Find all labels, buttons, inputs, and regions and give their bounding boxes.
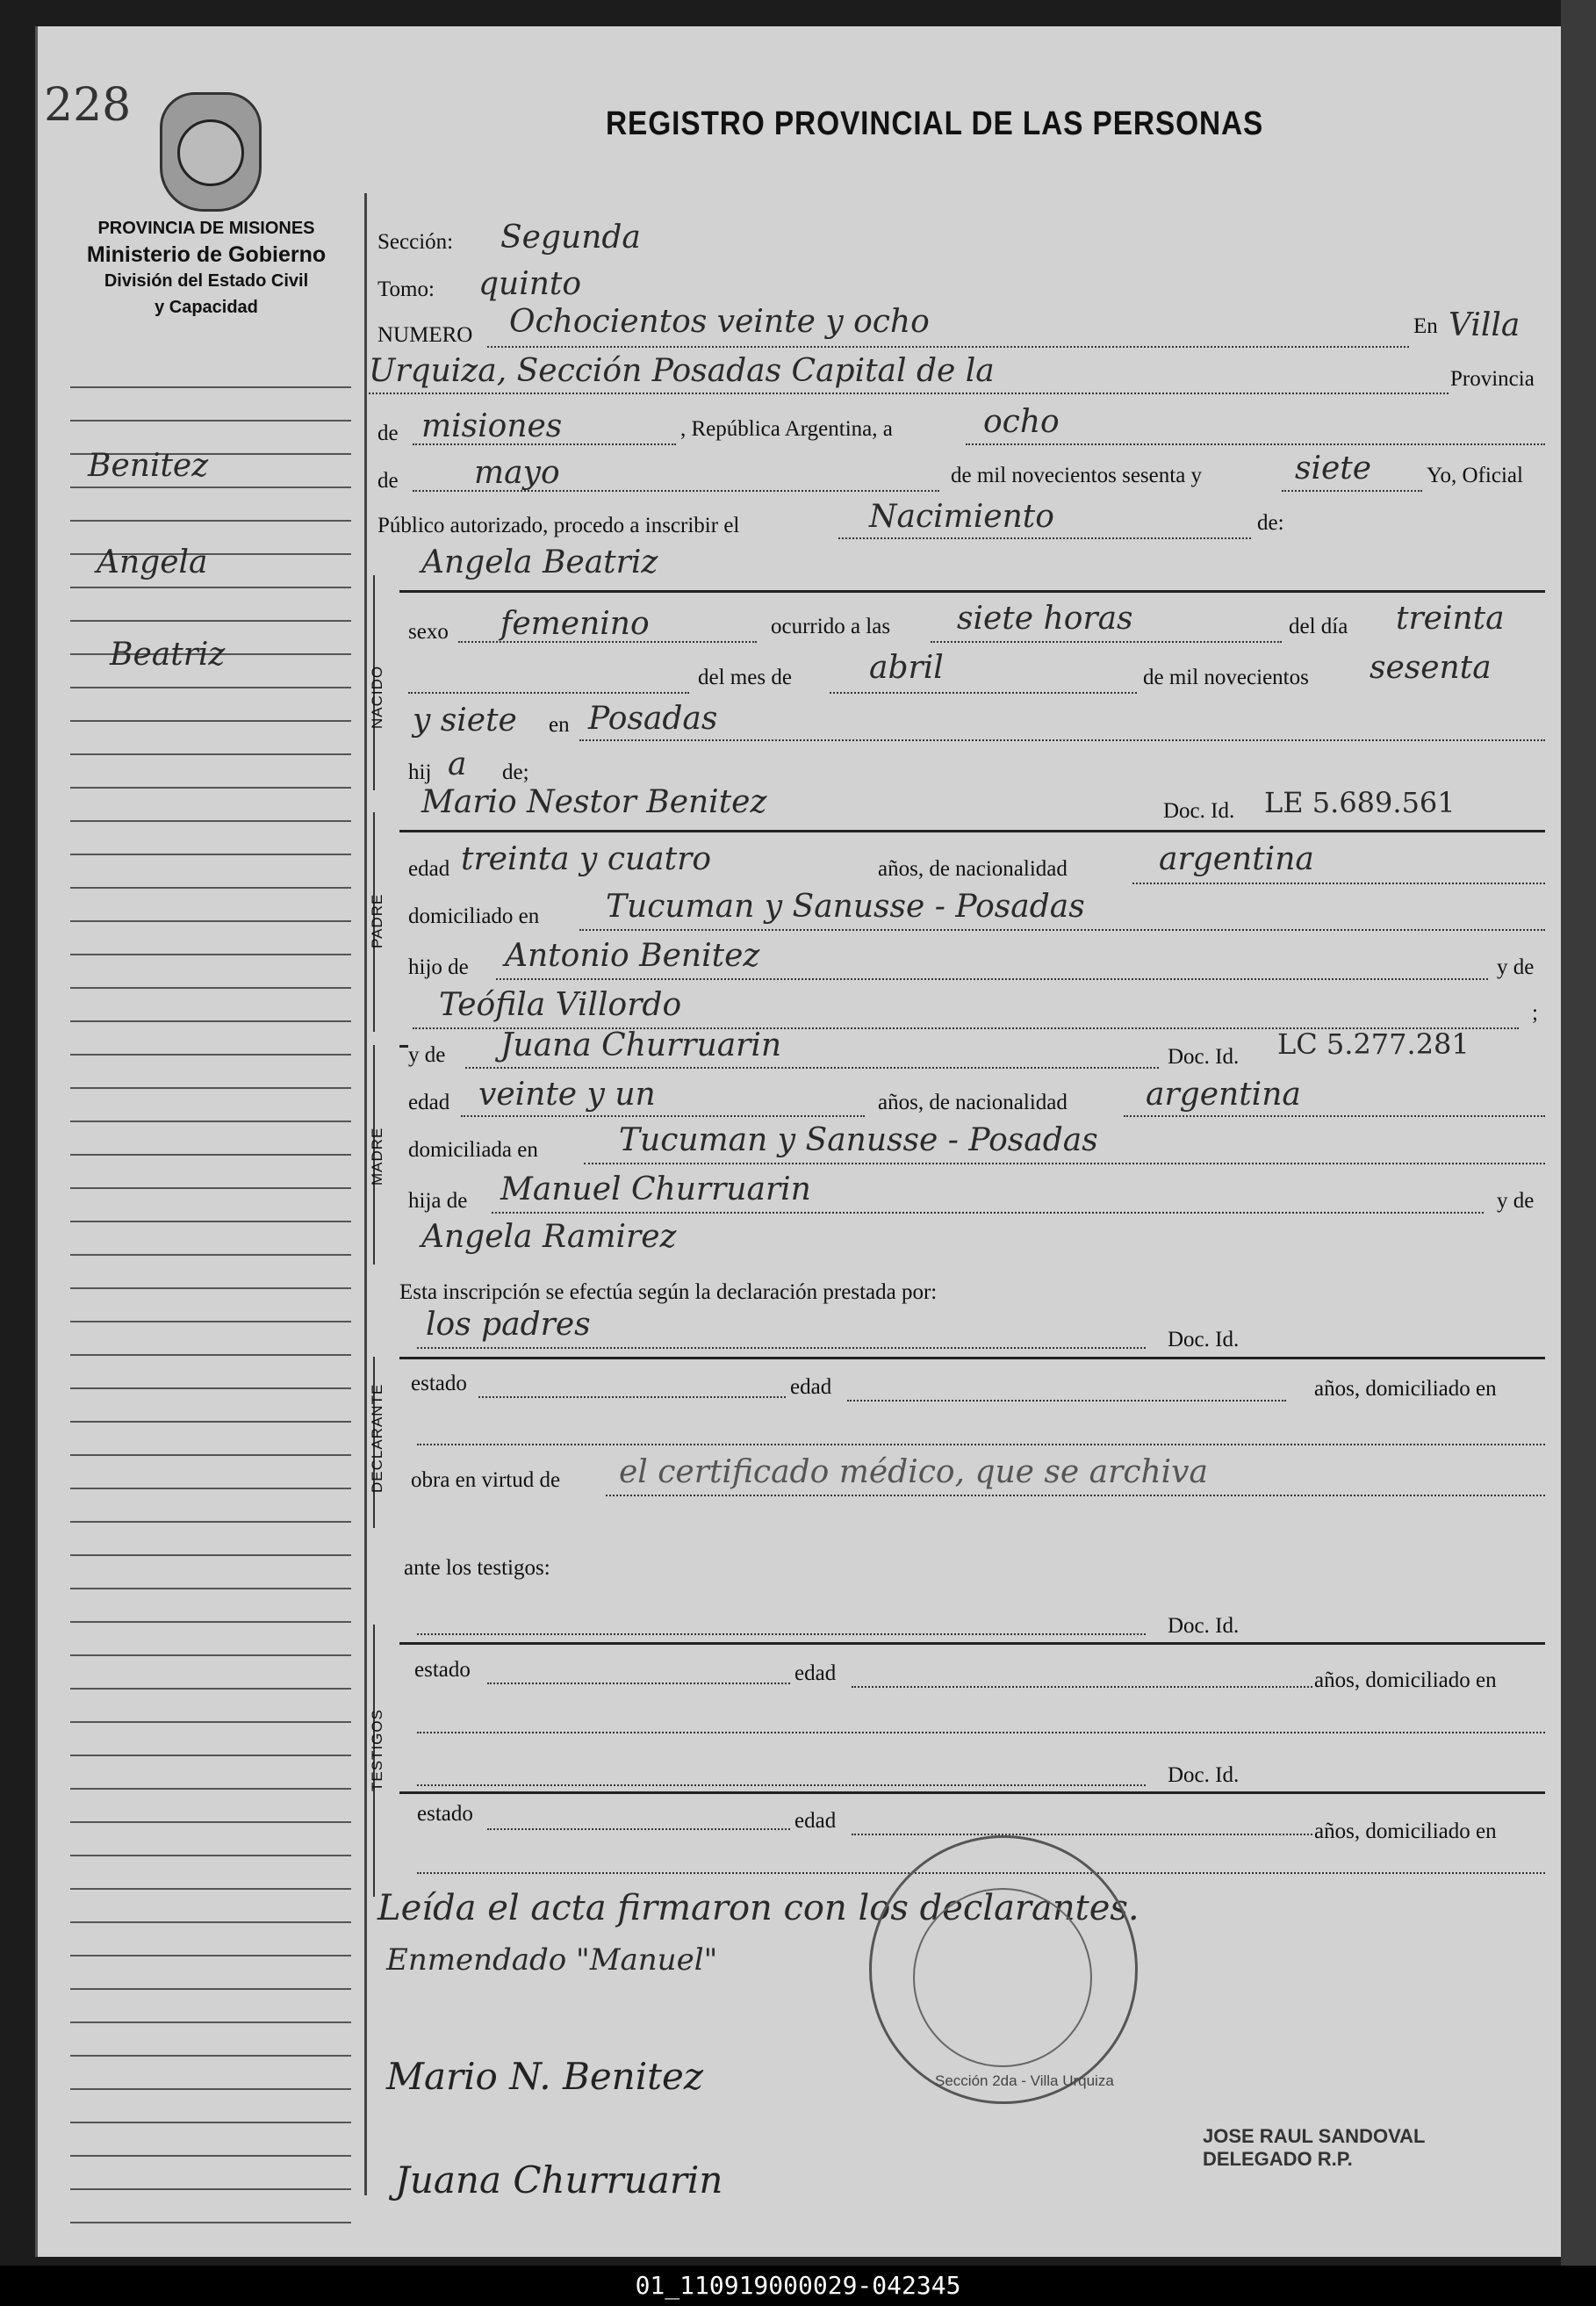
lugar-value: Urquiza, Sección Posadas Capital de la	[369, 353, 995, 389]
margin-rule-line	[70, 2055, 351, 2057]
margin-rule-line	[70, 386, 351, 388]
yo-oficial-label: Yo, Oficial	[1427, 464, 1523, 487]
lugar-nac-value: Posadas	[588, 701, 718, 737]
padre-edad-value: treinta y cuatro	[461, 841, 711, 877]
de-colon-label: de:	[1257, 511, 1284, 535]
hora-value: siete horas	[957, 601, 1133, 637]
margin-rule-line	[70, 486, 351, 488]
mil-nov-label: de mil novecientos	[1143, 666, 1309, 689]
madre-nac-label: años, de nacionalidad	[878, 1091, 1068, 1114]
margin-rule-line	[70, 1054, 351, 1056]
ministry-name: Ministerio de Gobierno	[86, 242, 327, 267]
margin-rule-line	[70, 1154, 351, 1156]
margin-rule-line	[70, 2188, 351, 2190]
madre-dom-label: domiciliada en	[408, 1138, 538, 1162]
padre-hijo-value: Antonio Benitez	[505, 938, 760, 974]
margin-rule-line	[70, 520, 351, 522]
madre-yde2-label: y de	[1497, 1189, 1535, 1213]
padre-doc-value: LE 5.689.561	[1264, 786, 1456, 819]
padre-side-label: PADRE	[369, 893, 385, 948]
ante-label: ante los testigos:	[404, 1556, 550, 1580]
esta-insc-label: Esta inscripción se efectúa según la declaración prestada por:	[399, 1280, 938, 1304]
margin-rule-line	[70, 1121, 351, 1122]
margin-rule-line	[70, 1788, 351, 1790]
nacido-side-label: NACIDO	[369, 665, 385, 729]
hij-label: hij	[408, 760, 432, 784]
padre-hijo-label: hijo de	[408, 955, 469, 979]
margin-rule-line	[70, 620, 351, 622]
testigos-side-label: TESTIGOS	[369, 1709, 385, 1791]
declarante-side-label: DECLARANTE	[369, 1383, 385, 1493]
margin-rule-line	[70, 954, 351, 955]
anio-value: siete	[1295, 450, 1372, 486]
test1-anos-label: años, domiciliado en	[1314, 1668, 1497, 1692]
page-edge	[1561, 0, 1596, 2266]
margin-rule-line	[70, 1821, 351, 1823]
obra-label: obra en virtud de	[411, 1468, 561, 1492]
madre-madre-value: Angela Ramirez	[421, 1219, 677, 1255]
officer-block	[1203, 2125, 1425, 2171]
margin-rule-line	[70, 1654, 351, 1656]
margin-rule-line	[70, 2021, 351, 2023]
republica-label: , República Argentina, a	[680, 417, 893, 441]
en-label: En	[1413, 314, 1438, 338]
margin-rule-line	[70, 1688, 351, 1690]
margin-rule-line	[70, 1454, 351, 1456]
del-mes-label: del mes de	[698, 666, 792, 689]
decl-edad-label: edad	[790, 1375, 832, 1399]
padre-nac-value: argentina	[1159, 841, 1314, 877]
numero-label: NUMERO	[377, 323, 473, 347]
margin-rule-line	[70, 1855, 351, 1856]
madre-nac-value: argentina	[1146, 1077, 1301, 1113]
test2-anos-label: años, domiciliado en	[1314, 1820, 1497, 1843]
test2-edad-label: edad	[794, 1809, 837, 1833]
provincia-label: Provincia	[1450, 367, 1535, 391]
tomo-label: Tomo:	[377, 277, 435, 301]
capacity-name: y Capacidad	[155, 298, 258, 317]
issuer-block	[53, 215, 360, 321]
registry-stamp-inner	[913, 1888, 1092, 2067]
madre-hija-value: Manuel Churruarin	[500, 1171, 811, 1207]
test1-doc-label: Doc. Id.	[1168, 1614, 1240, 1638]
madre-edad-label: edad	[408, 1091, 450, 1114]
anio-nac-value: sesenta	[1370, 650, 1492, 686]
margin-rule-line	[70, 1955, 351, 1956]
declarante-value: los padres	[426, 1307, 591, 1343]
madre-doc-label: Doc. Id.	[1168, 1045, 1240, 1069]
stamp-text: Sección 2da - Villa Urquiza	[935, 2072, 1114, 2089]
seccion-value: Segunda	[500, 220, 641, 256]
padre-dom-label: domiciliado en	[408, 904, 540, 928]
margin-rule-line	[70, 1621, 351, 1623]
margin-surname: Benitez	[88, 448, 209, 484]
madre-dom-value: Tucuman y Sanusse - Posadas	[619, 1122, 1098, 1158]
margin-rule-line	[70, 887, 351, 889]
madre-nombre: Juana Churruarin	[500, 1027, 782, 1063]
margin-rule-line	[70, 1221, 351, 1222]
margin-rule-line	[70, 987, 351, 989]
margin-rule-line	[70, 1321, 351, 1322]
padre-semicolon: ;	[1532, 1001, 1538, 1025]
margin-rule-line	[70, 1755, 351, 1756]
margin-rule-line	[70, 1988, 351, 1990]
madre-edad-value: veinte y un	[478, 1077, 656, 1113]
numero-value: Ochocientos veinte y ocho	[509, 304, 930, 340]
page-number: 228	[44, 79, 132, 132]
padre-nac-label: años, de nacionalidad	[878, 857, 1068, 881]
obra-value: el certificado médico, que se archiva	[619, 1454, 1208, 1490]
officer-role: DELEGADO R.P.	[1203, 2148, 1353, 2170]
father-signature: Mario N. Benitez	[386, 2055, 704, 2098]
nacido-nombre: Angela Beatriz	[421, 544, 658, 580]
margin-rule-line	[70, 1921, 351, 1923]
seccion-label: Sección:	[377, 230, 454, 254]
madre-doc-value: LC 5.277.281	[1277, 1027, 1470, 1061]
column-divider	[364, 193, 367, 2195]
decl-doc-label: Doc. Id.	[1168, 1328, 1240, 1351]
margin-rule-line	[70, 1721, 351, 1723]
margin-rule-line	[70, 1888, 351, 1890]
de-label: de	[377, 422, 399, 445]
dia-nac-value: treinta	[1396, 601, 1505, 637]
mes-nac-value: abril	[869, 650, 944, 686]
margin-rule-line	[70, 854, 351, 855]
margin-rule-line	[70, 2088, 351, 2090]
ocurrido-label: ocurrido a las	[771, 615, 891, 638]
margin-rule-line	[70, 1554, 351, 1556]
margin-rule-line	[70, 587, 351, 588]
province-name: PROVINCIA DE MISIONES	[97, 219, 315, 238]
page-title: REGISTRO PROVINCIAL DE LAS PERSONAS	[606, 105, 1264, 142]
margin-rule-line	[70, 1488, 351, 1489]
margin-rule-line	[70, 687, 351, 688]
test2-doc-label: Doc. Id.	[1168, 1763, 1240, 1787]
decl-anos-label: años, domiciliado en	[1314, 1377, 1497, 1401]
margin-rule-line	[70, 920, 351, 922]
mil-sesenta-label: de mil novecientos sesenta y	[951, 464, 1203, 487]
closing-note: Leída el acta firmaron con los declarantes.	[377, 1888, 1139, 1928]
padre-nombre: Mario Nestor Benitez	[421, 784, 767, 820]
padre-edad-label: edad	[408, 857, 450, 881]
mother-signature: Juana Churruarin	[395, 2158, 723, 2202]
padre-yde-label: y de	[1497, 955, 1535, 979]
margin-rule-line	[70, 787, 351, 789]
en-nac-label: en	[549, 713, 570, 737]
tomo-value: quinto	[478, 266, 582, 302]
margin-rule-line	[70, 820, 351, 822]
sexo-value: femenino	[500, 606, 650, 642]
province-seal-icon	[160, 92, 262, 212]
margin-rule-line	[70, 1354, 351, 1356]
margin-rule-line	[70, 1521, 351, 1523]
provincia-value: misiones	[421, 408, 563, 444]
margin-rule-line	[70, 1287, 351, 1289]
test1-estado-label: estado	[414, 1658, 471, 1682]
de-semi-label: de;	[502, 760, 529, 784]
test2-estado-label: estado	[417, 1802, 473, 1826]
margin-rule-line	[70, 720, 351, 722]
margin-rule-line	[70, 753, 351, 755]
dia-value: ocho	[983, 404, 1060, 440]
hij-suffix: a	[448, 746, 467, 782]
mes-value: mayo	[474, 455, 560, 491]
acto-value: Nacimiento	[869, 499, 1054, 535]
anio-nac-value2: y siete	[413, 703, 517, 739]
madre-yde-label: y de	[408, 1043, 446, 1067]
en-value: Villa	[1449, 307, 1521, 343]
padre-doc-label: Doc. Id.	[1163, 799, 1235, 823]
publico-label: Público autorizado, procedo a inscribir el	[377, 514, 740, 537]
test1-edad-label: edad	[794, 1661, 837, 1685]
margin-rule-line	[70, 420, 351, 422]
padre-madre-value: Teófila Villordo	[439, 987, 682, 1023]
padre-dom-value: Tucuman y Sanusse - Posadas	[606, 889, 1085, 925]
margin-rule-line	[70, 2222, 351, 2223]
margin-rule-line	[70, 1421, 351, 1423]
margin-name2: Beatriz	[110, 637, 226, 673]
image-id-footer: 01_110919000029-042345	[0, 2266, 1596, 2306]
margin-rule-line	[70, 2122, 351, 2123]
margin-rule-line	[70, 1020, 351, 1022]
margin-name1: Angela	[97, 544, 208, 580]
margin-rule-line	[70, 2155, 351, 2157]
margin-rule-line	[70, 1387, 351, 1389]
margin-rule-line	[70, 1588, 351, 1589]
de2-label: de	[377, 469, 399, 493]
sexo-label: sexo	[408, 620, 449, 644]
division-name: División del Estado Civil	[104, 271, 309, 291]
officer-name: JOSE RAUL SANDOVAL	[1203, 2125, 1426, 2147]
margin-rule-line	[70, 1187, 351, 1189]
amend-note: Enmendado "Manuel"	[386, 1942, 718, 1978]
madre-hija-label: hija de	[408, 1189, 468, 1213]
del-dia-label: del día	[1289, 615, 1348, 638]
margin-rule-line	[70, 1087, 351, 1089]
decl-estado-label: estado	[411, 1372, 467, 1395]
madre-side-label: MADRE	[369, 1127, 385, 1185]
margin-rule-line	[70, 1254, 351, 1256]
